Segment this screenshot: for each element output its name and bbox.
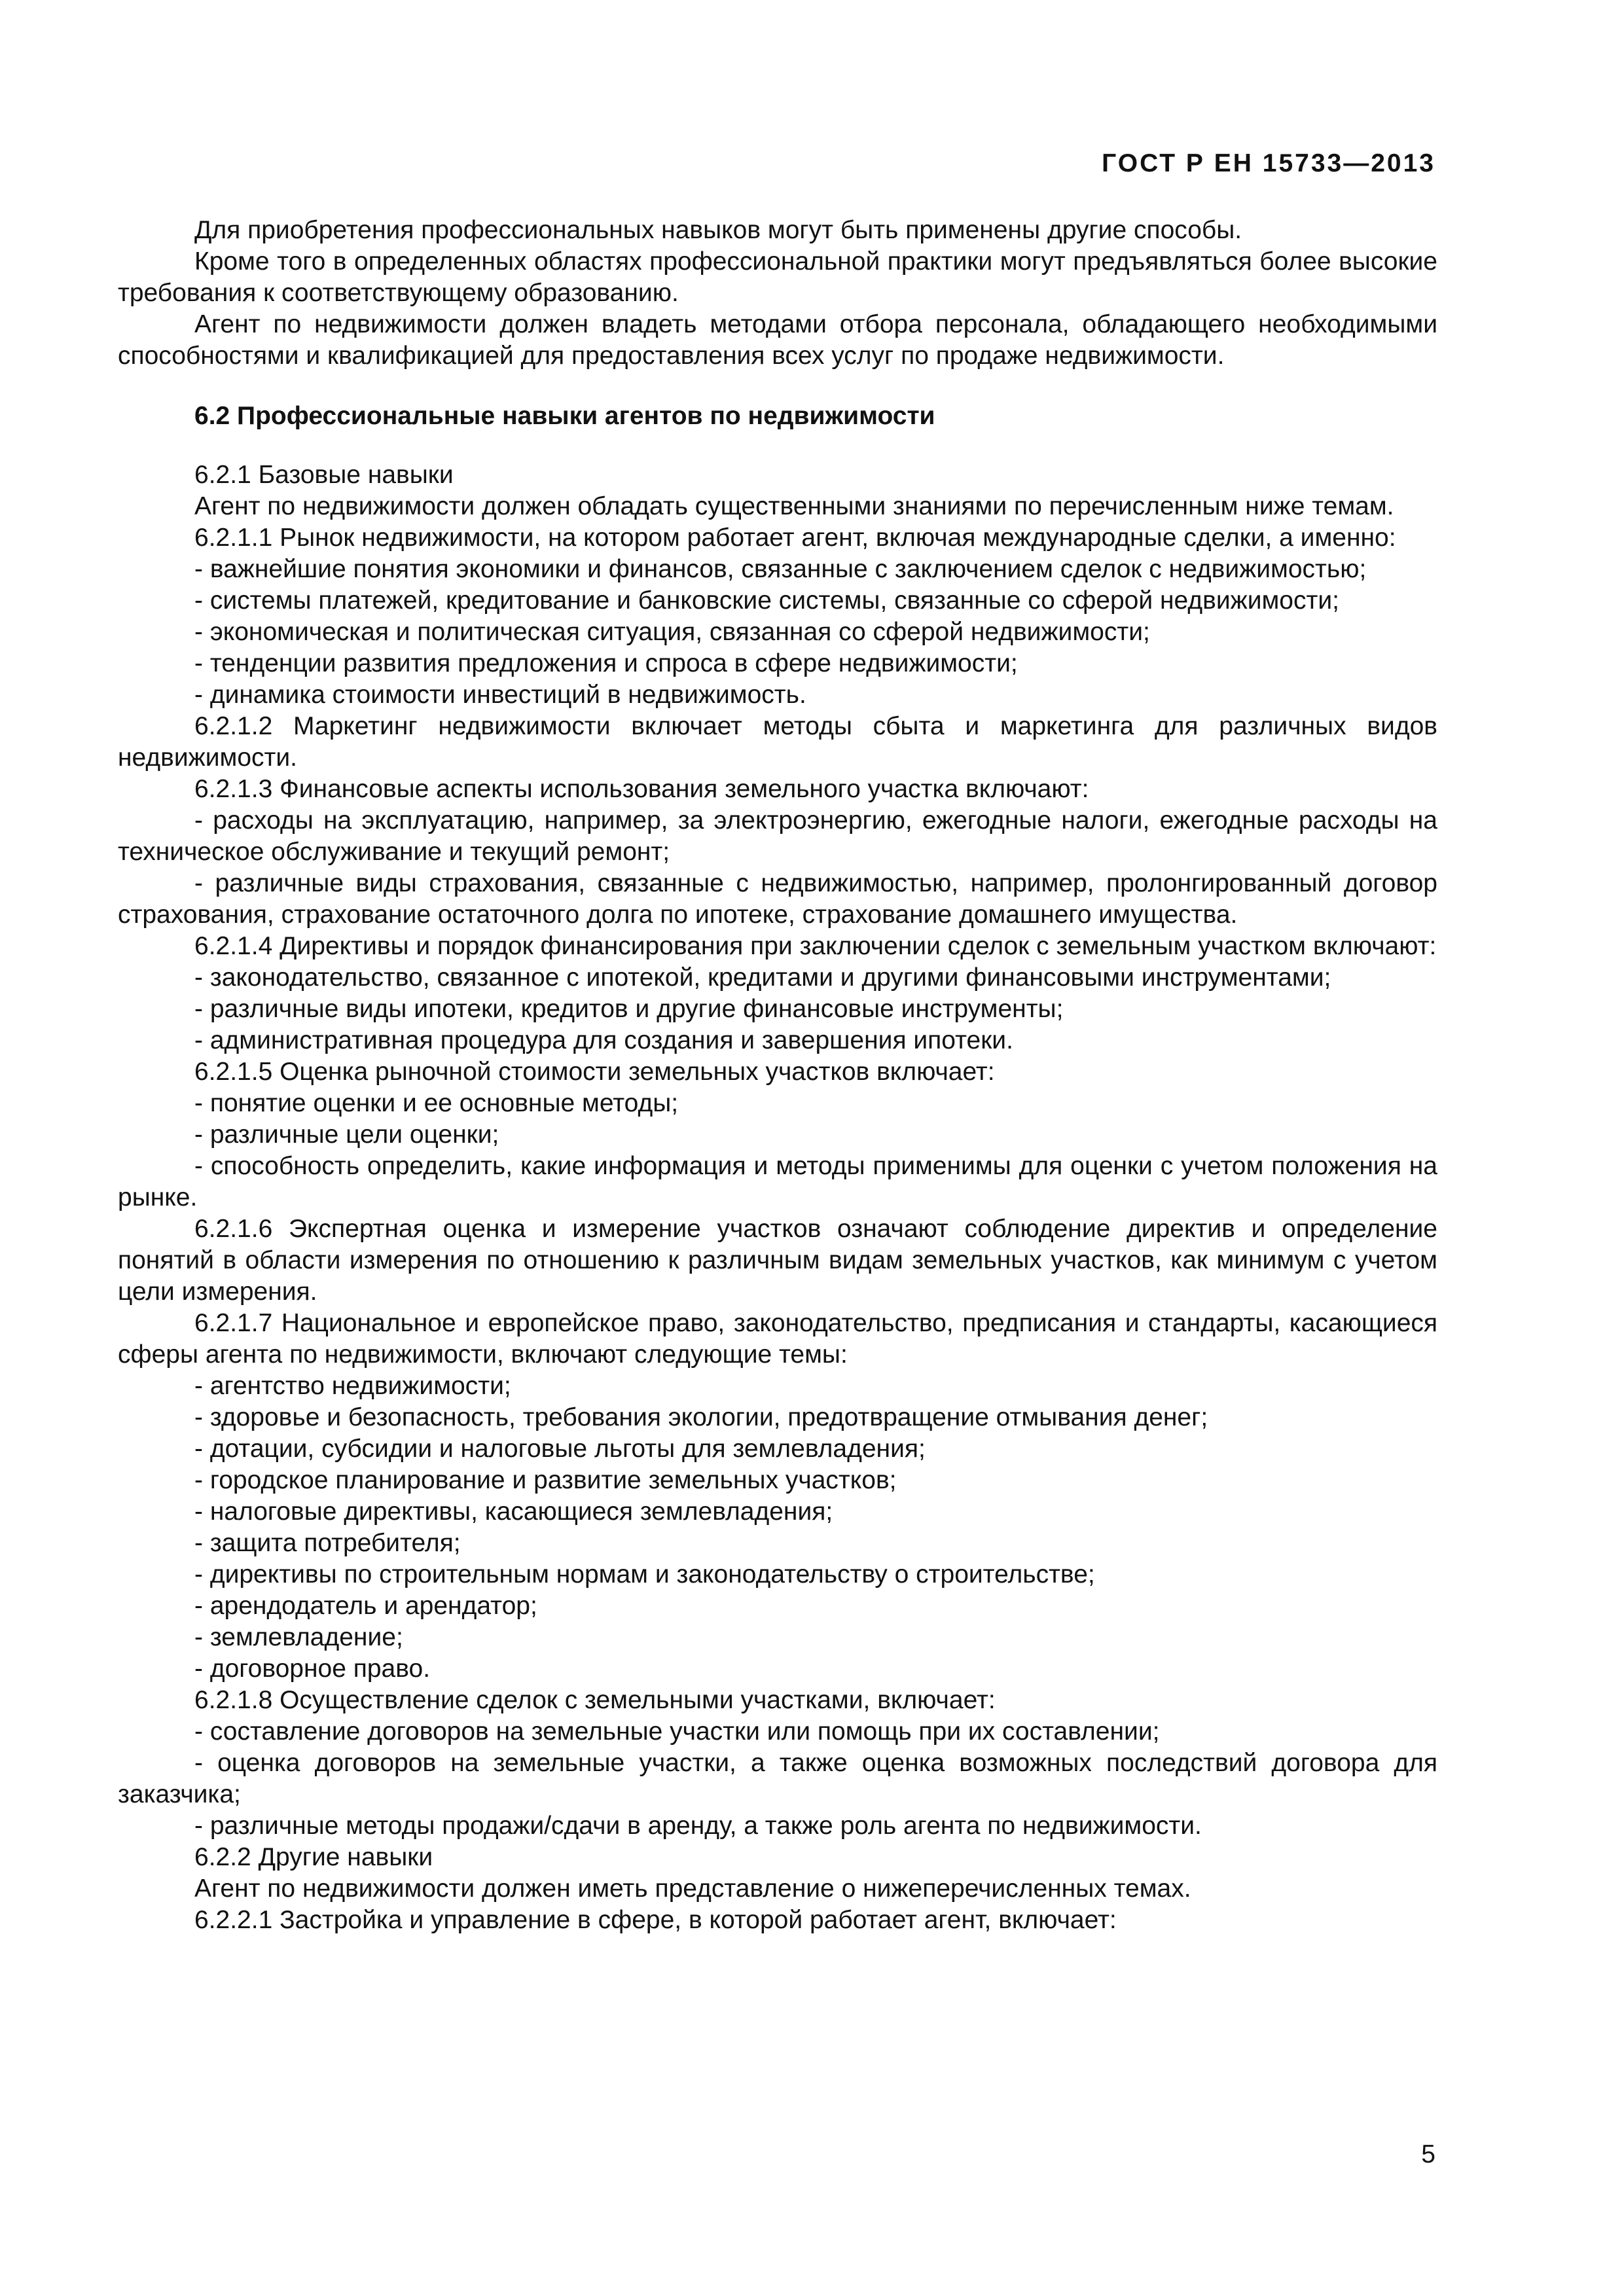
main-paragraphs (118, 459, 1437, 1936)
clause: 6.2.1.3 Финансовые аспекты использования земельного участка включают: (194, 775, 1089, 803)
list-item: - дотации, субсидии и налоговые льготы для землевладения; (194, 1435, 926, 1463)
paragraph: Для приобретения профессиональных навыков могут быть применены другие способы. (194, 216, 1242, 244)
paragraph: Агент по недвижимости должен владеть методами отбора персонала, обладающего необходимыми способностями и квалификацией для предоставления всех услуг по продаже недвижимости. (118, 310, 1437, 370)
section-heading: 6.2 Профессиональные навыки агентов по недвижимости (194, 402, 935, 430)
list-item: - способность определить, какие информация и методы применимы для оценки с учетом положения на рынке. (118, 1152, 1437, 1211)
list-item: - землевладение; (194, 1623, 403, 1651)
paragraph: Агент по недвижимости должен обладать существенными знаниями по перечисленным ниже темам. (194, 492, 1394, 520)
list-item: - важнейшие понятия экономики и финансов, связанные с заключением сделок с недвижимостью; (194, 555, 1367, 583)
list-item: - городское планирование и развитие земельных участков; (194, 1466, 897, 1494)
subsection-title: 6.2.2 Другие навыки (194, 1843, 433, 1871)
subsection-title: 6.2.1 Базовые навыки (194, 461, 454, 489)
paragraph: Кроме того в определенных областях профессиональной практики могут предъявляться более высокие требования к соответствующему образованию. (118, 247, 1437, 307)
list-item: - различные виды ипотеки, кредитов и другие финансовые инструменты; (194, 995, 1064, 1023)
list-item: - административная процедура для создания и завершения ипотеки. (194, 1026, 1013, 1054)
clause: 6.2.1.1 Рынок недвижимости, на котором работает агент, включая международные сделки, а именно: (194, 524, 1396, 552)
list-item: - оценка договоров на земельные участки, а также оценка возможных последствий договора для заказчика; (118, 1749, 1437, 1808)
list-item: - законодательство, связанное с ипотекой, кредитами и другими финансовыми инструментами; (194, 963, 1331, 992)
clause: 6.2.1.8 Осуществление сделок с земельными участками, включает: (194, 1686, 996, 1714)
list-item: - арендодатель и арендатор; (194, 1592, 537, 1620)
list-item: - налоговые директивы, касающиеся землевладения; (194, 1498, 833, 1526)
list-item: - динамика стоимости инвестиций в недвижимость. (194, 681, 806, 709)
clause: 6.2.1.4 Директивы и порядок финансирования при заключении сделок с земельным участком включают: (194, 932, 1437, 960)
list-item: - агентство недвижимости; (194, 1372, 511, 1400)
document-header: ГОСТ Р ЕН 15733—2013 (1102, 149, 1435, 177)
list-item: - системы платежей, кредитование и банковские системы, связанные со сферой недвижимости; (194, 586, 1339, 615)
paragraph: Агент по недвижимости должен иметь представление о нижеперечисленных темах. (194, 1874, 1191, 1903)
document-body (118, 215, 1437, 1936)
page-number: 5 (1421, 2140, 1435, 2168)
intro-paragraphs (118, 215, 1437, 372)
clause: 6.2.1.5 Оценка рыночной стоимости земельных участков включает: (194, 1058, 995, 1086)
list-item: - договорное право. (194, 1655, 431, 1683)
clause: 6.2.1.6 Экспертная оценка и измерение участков означают соблюдение директив и определение понятий в области измерения по отношению к различным видам земельных участков, как минимум с учетом цели измерения. (118, 1215, 1437, 1306)
list-item: - различные виды страхования, связанные с недвижимостью, например, пролонгированный договор страхования, страхование остаточного долга по ипотеке, страхование домашнего имущества. (118, 869, 1437, 929)
list-item: - защита потребителя; (194, 1529, 461, 1557)
list-item: - расходы на эксплуатацию, например, за электроэнергию, ежегодные налоги, ежегодные расходы на техническое обслуживание и текущий ремонт; (118, 806, 1437, 866)
list-item: - тенденции развития предложения и спроса в сфере недвижимости; (194, 649, 1018, 677)
list-item: - экономическая и политическая ситуация, связанная со сферой недвижимости; (194, 618, 1150, 646)
list-item: - директивы по строительным нормам и законодательству о строительстве; (194, 1560, 1095, 1588)
list-item: - понятие оценки и ее основные методы; (194, 1089, 679, 1117)
list-item: - составление договоров на земельные участки или помощь при их составлении; (194, 1717, 1160, 1746)
list-item: - различные цели оценки; (194, 1121, 499, 1149)
clause: 6.2.1.7 Национальное и европейское право, законодательство, предписания и стандарты, касающиеся сферы агента по недвижимости, включают следующие темы: (118, 1309, 1437, 1369)
clause: 6.2.2.1 Застройка и управление в сфере, в которой работает агент, включает: (194, 1906, 1117, 1934)
list-item: - здоровье и безопасность, требования экологии, предотвращение отмывания денег; (194, 1403, 1208, 1431)
clause: 6.2.1.2 Маркетинг недвижимости включает методы сбыта и маркетинга для различных видов недвижимости. (118, 712, 1437, 772)
list-item: - различные методы продажи/сдачи в аренду, а также роль агента по недвижимости. (194, 1812, 1202, 1840)
